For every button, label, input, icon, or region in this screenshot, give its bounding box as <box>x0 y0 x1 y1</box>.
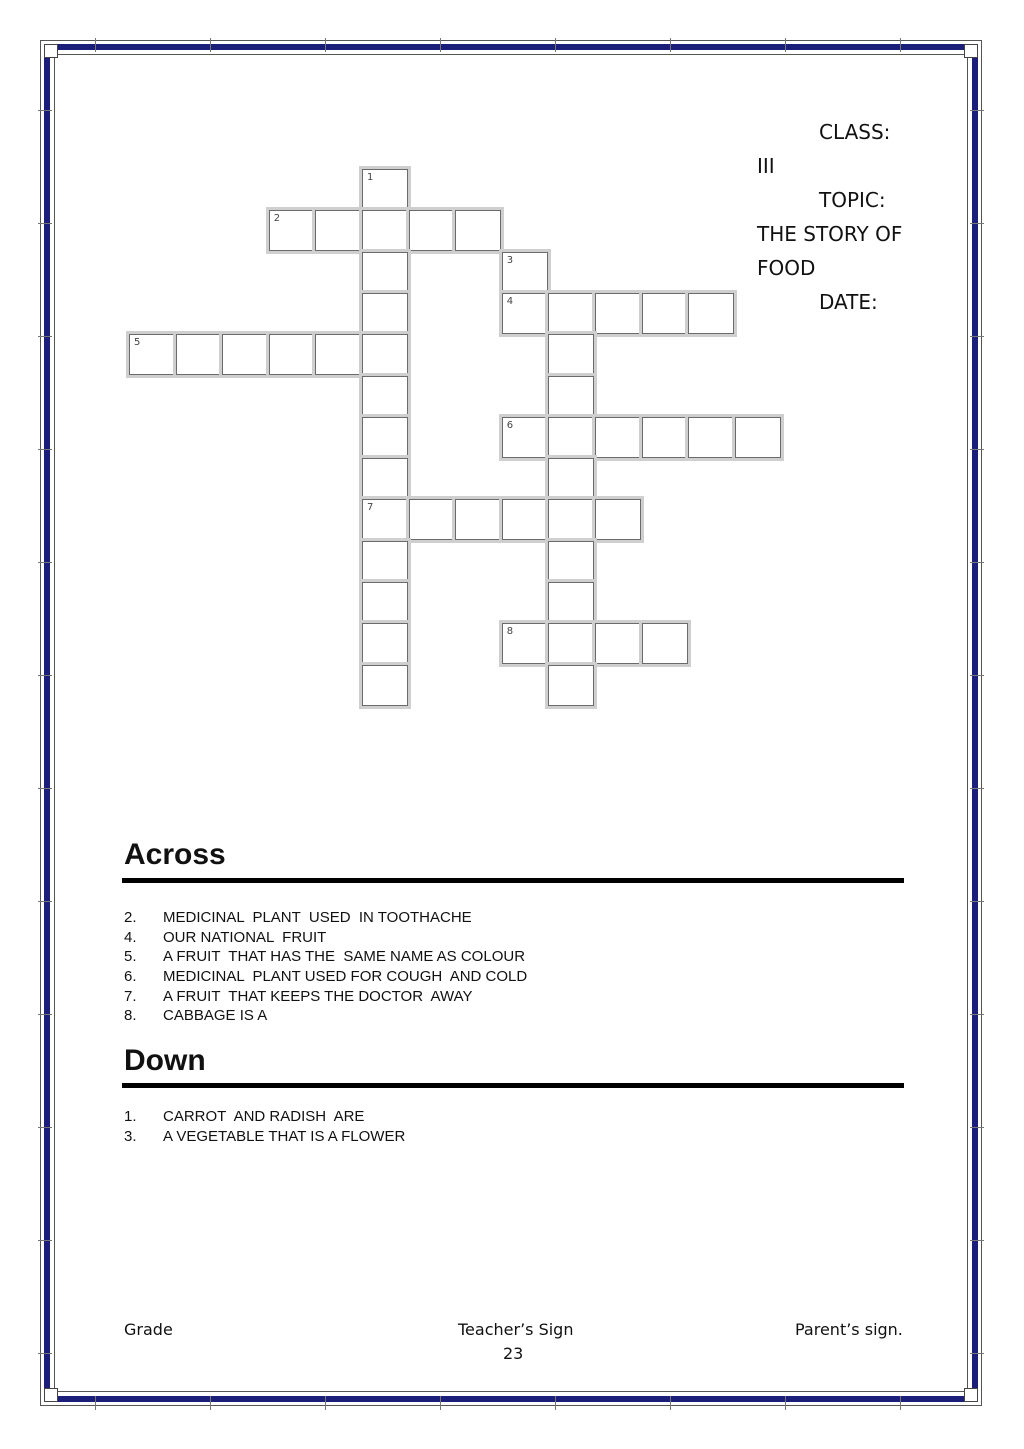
clue-item <box>124 928 527 948</box>
clue-text: OUR NATIONAL FRUIT <box>163 928 327 946</box>
crossword-cell[interactable] <box>502 293 548 334</box>
crossword-cell[interactable] <box>688 417 734 458</box>
clue-text: MEDICINAL PLANT USED IN TOOTHACHE <box>163 909 472 926</box>
clue-number: 3. <box>124 1127 137 1145</box>
crossword-cell[interactable] <box>502 623 548 664</box>
across-rule <box>122 878 904 883</box>
topic-line-2: FOOD <box>757 256 816 280</box>
crossword-cell[interactable] <box>735 417 781 458</box>
crossword-cell[interactable] <box>548 499 594 540</box>
class-value: III <box>757 154 775 178</box>
crossword-clue-number: 2 <box>273 213 281 225</box>
border-tick <box>38 1014 52 1015</box>
parent-sign-label: Parent’s sign. <box>795 1320 903 1339</box>
page-number: 23 <box>503 1344 524 1363</box>
crossword-cell[interactable] <box>642 293 688 334</box>
clue-number: 5. <box>124 948 137 966</box>
crossword-cell[interactable] <box>595 293 641 334</box>
crossword-cell[interactable] <box>548 665 594 706</box>
crossword-cell[interactable] <box>362 541 408 582</box>
crossword-cell[interactable] <box>409 210 455 251</box>
teacher-sign-label: Teacher’s Sign <box>458 1320 574 1339</box>
crossword-cell[interactable] <box>362 458 408 499</box>
crossword-cell[interactable] <box>688 293 734 334</box>
crossword-cell[interactable] <box>269 210 315 251</box>
crossword-cell[interactable] <box>548 376 594 417</box>
clue-number: 1. <box>124 1108 137 1125</box>
clue-text: A FRUIT THAT KEEPS THE DOCTOR AWAY <box>163 987 473 1005</box>
crossword-cell[interactable] <box>642 417 688 458</box>
crossword-cell[interactable] <box>315 210 361 251</box>
crossword-cell[interactable] <box>548 334 594 375</box>
crossword-cell[interactable] <box>362 417 408 458</box>
border-tick <box>670 1396 671 1410</box>
border-tick <box>440 1396 441 1410</box>
clue-number: 4. <box>124 928 137 946</box>
border-tick <box>95 1396 96 1410</box>
crossword-cell[interactable] <box>502 499 548 540</box>
crossword-cell[interactable] <box>176 334 222 375</box>
clue-text: CABBAGE IS A <box>163 1007 268 1025</box>
topic-label: TOPIC: <box>819 188 886 212</box>
border-tick <box>38 1353 52 1354</box>
crossword-cell[interactable] <box>548 541 594 582</box>
clue-item <box>124 967 527 987</box>
clue-item <box>124 987 527 1007</box>
border-tick <box>38 901 52 902</box>
border-tick <box>210 1396 211 1410</box>
crossword-cell[interactable] <box>595 499 641 540</box>
crossword-cell[interactable] <box>548 417 594 458</box>
clue-item <box>124 1107 405 1127</box>
crossword-cell[interactable] <box>548 293 594 334</box>
crossword-cell[interactable] <box>362 665 408 706</box>
border-tick <box>970 1014 984 1015</box>
crossword-clue-number: 5 <box>134 337 141 349</box>
clue-number: 8. <box>124 1007 137 1025</box>
crossword-cell[interactable] <box>548 623 594 664</box>
across-clue-list <box>124 908 527 1026</box>
date-label: DATE: <box>819 290 878 314</box>
border-corner-bottom-left <box>44 1388 58 1402</box>
down-rule <box>122 1083 904 1088</box>
crossword-cell[interactable] <box>362 169 408 210</box>
class-label: CLASS: <box>819 120 891 144</box>
crossword-cell[interactable] <box>129 334 175 375</box>
crossword-cell[interactable] <box>362 623 408 664</box>
down-clue-list <box>124 1107 405 1146</box>
crossword-clue-number: 4 <box>506 295 514 307</box>
crossword-cell[interactable] <box>222 334 268 375</box>
border-tick <box>900 1396 901 1410</box>
clue-number: 7. <box>124 987 137 1005</box>
crossword-cell[interactable] <box>455 499 501 540</box>
crossword-cell[interactable] <box>315 334 361 375</box>
border-tick <box>970 1127 984 1128</box>
border-tick <box>970 1240 984 1241</box>
border-tick <box>38 1240 52 1241</box>
crossword-cell[interactable] <box>409 499 455 540</box>
clue-number: 6. <box>124 968 137 986</box>
crossword-cell[interactable] <box>595 417 641 458</box>
crossword-cell[interactable] <box>362 376 408 417</box>
clue-text: A VEGETABLE THAT IS A FLOWER <box>163 1127 406 1145</box>
crossword-cell[interactable] <box>502 417 548 458</box>
crossword-cell[interactable] <box>269 334 315 375</box>
crossword-cell[interactable] <box>362 252 408 293</box>
clue-text: MEDICINAL PLANT USED FOR COUGH AND COLD <box>163 968 528 986</box>
border-tick <box>785 1396 786 1410</box>
crossword-cell[interactable] <box>455 210 501 251</box>
grade-label: Grade <box>124 1320 173 1339</box>
crossword-clue-number: 6 <box>506 419 514 431</box>
crossword-cell[interactable] <box>595 623 641 664</box>
crossword-cell[interactable] <box>362 499 408 540</box>
clue-number: 2. <box>124 909 137 926</box>
clue-item <box>124 1006 527 1026</box>
crossword-cell[interactable] <box>362 334 408 375</box>
crossword-cell[interactable] <box>548 582 594 623</box>
crossword-clue-number: 1 <box>367 172 374 183</box>
border-tick <box>325 1396 326 1410</box>
crossword-cell[interactable] <box>362 293 408 334</box>
clue-text: CARROT AND RADISH ARE <box>163 1108 365 1125</box>
crossword-cell[interactable] <box>362 582 408 623</box>
crossword-clue-number: 3 <box>506 254 514 266</box>
crossword-cell[interactable] <box>548 458 594 499</box>
crossword-clue-number: 7 <box>367 502 374 514</box>
clue-item <box>124 947 527 967</box>
border-tick <box>970 901 984 902</box>
clue-text: A FRUIT THAT HAS THE SAME NAME AS COLOUR <box>163 948 526 966</box>
border-tick <box>38 1127 52 1128</box>
border-tick <box>970 1353 984 1354</box>
down-heading: Down <box>124 1044 206 1077</box>
crossword-clue-number: 8 <box>506 626 514 638</box>
across-heading: Across <box>124 838 226 871</box>
crossword-cell[interactable] <box>362 210 408 251</box>
clue-item <box>124 908 527 928</box>
crossword-cell[interactable] <box>502 252 548 293</box>
topic-line-1: THE STORY OF <box>757 222 903 246</box>
crossword-cell[interactable] <box>642 623 688 664</box>
border-tick <box>555 1396 556 1410</box>
border-corner-bottom-right <box>964 1388 978 1402</box>
clue-item <box>124 1127 405 1147</box>
